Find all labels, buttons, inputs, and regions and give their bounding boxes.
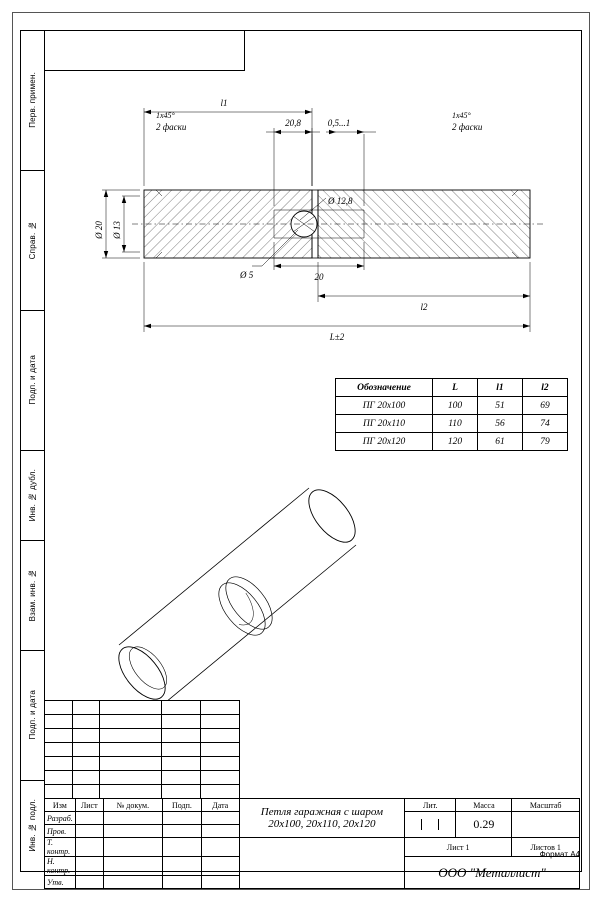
spec-r2-c1: 120: [433, 433, 478, 451]
part-name-line2: 20х100, 20х110, 20х120: [268, 818, 376, 830]
tb-role-0: Разраб.: [45, 812, 76, 825]
tb-blank-mid: [239, 838, 404, 889]
tb-podp-0: [163, 812, 202, 825]
tb-blank: [200, 701, 239, 715]
tb-sign-3: [75, 857, 103, 876]
tb-blank: [100, 743, 162, 757]
tb-blank: [45, 715, 73, 729]
table-row: [336, 397, 568, 415]
tb-blank: [100, 715, 162, 729]
margin-cell-6: [20, 780, 44, 870]
company-name: ООО "Металлист": [405, 857, 580, 889]
tb-spacer: [239, 701, 580, 799]
tb-date-0: [201, 812, 239, 825]
spec-r0-c0: ПГ 20х100: [336, 397, 433, 415]
tb-sign-2: [75, 838, 103, 857]
tb-blank: [72, 771, 100, 785]
tb-blank: [200, 715, 239, 729]
tb-blank: [45, 701, 73, 715]
tb-podp-3: [163, 857, 202, 876]
tb-lit-label: Лит.: [405, 799, 456, 812]
tb-podp-1: [163, 825, 202, 838]
tb-blank: [72, 785, 100, 799]
tb-blank: [200, 757, 239, 771]
tb-sheets-label: Листов 1: [512, 838, 580, 857]
tb-blank: [200, 729, 239, 743]
title-block: [44, 700, 580, 887]
margin-label-0: Перв. примен.: [27, 72, 37, 128]
spec-r0-c2: 51: [478, 397, 523, 415]
tb-doc-3: [103, 857, 162, 876]
margin-cell-0: [20, 30, 44, 171]
margin-label-6: Инв. № подл.: [27, 798, 37, 852]
margin-cell-3: [20, 450, 44, 541]
tb-blank: [161, 729, 200, 743]
spec-header-1: L: [433, 379, 478, 397]
margin-cell-1: [20, 170, 44, 311]
tb-blank: [100, 729, 162, 743]
dim-20-8: 20,8: [285, 118, 301, 128]
tb-col-docnum: № докум.: [103, 799, 162, 812]
tb-blank: [100, 771, 162, 785]
spec-r1-c1: 110: [433, 415, 478, 433]
spec-table-header-row: [336, 379, 568, 397]
tb-blank: [45, 729, 73, 743]
title-block-main: [44, 798, 580, 889]
tb-blank: [200, 771, 239, 785]
spec-header-0: Обозначение: [336, 379, 433, 397]
top-stub-box: [44, 30, 245, 71]
tb-col-data: Дата: [201, 799, 239, 812]
spec-r1-c0: ПГ 20х110: [336, 415, 433, 433]
tb-sheet-label: Лист 1: [405, 838, 512, 857]
tb-role-3: Н. контр.: [45, 857, 76, 876]
tb-blank: [200, 743, 239, 757]
spec-r1-c3: 74: [523, 415, 568, 433]
dim-d5: Ø 5: [240, 270, 254, 280]
isometric-view: [110, 482, 364, 700]
margin-label-3: Инв. № дубл.: [27, 468, 37, 522]
tb-role-4: Утв.: [45, 876, 76, 889]
spec-r2-c0: ПГ 20х120: [336, 433, 433, 451]
spec-r2-c2: 61: [478, 433, 523, 451]
tb-date-4: [201, 876, 239, 889]
tb-date-2: [201, 838, 239, 857]
tb-date-1: [201, 825, 239, 838]
spec-r1-c2: 56: [478, 415, 523, 433]
format-label: Формат А4: [539, 850, 580, 859]
tb-blank: [100, 701, 162, 715]
tb-blank: [72, 701, 100, 715]
spec-header-3: l2: [523, 379, 568, 397]
tb-massa-label: Масса: [456, 799, 512, 812]
tb-blank: [200, 785, 239, 799]
table-row: [336, 433, 568, 451]
tb-sign-4: [75, 876, 103, 889]
tb-doc-1: [103, 825, 162, 838]
margin-cell-5: [20, 650, 44, 781]
dim-chamfer-left-angle: 1x45°: [156, 111, 175, 120]
tb-date-3: [201, 857, 239, 876]
tb-doc-4: [103, 876, 162, 889]
dim-l1: l1: [220, 98, 228, 108]
tb-blank: [161, 757, 200, 771]
tb-blank: [45, 771, 73, 785]
tb-blank: [72, 715, 100, 729]
tb-blank: [45, 785, 73, 799]
tb-masshtab-value: [512, 812, 580, 838]
part-name-line1: Петля гаражная с шаром: [260, 806, 383, 818]
tb-blank: [45, 757, 73, 771]
margin-label-5: Подп. и дата: [27, 690, 37, 740]
spec-r0-c3: 69: [523, 397, 568, 415]
tb-blank: [161, 715, 200, 729]
tb-blank: [100, 785, 162, 799]
note-chamfer-left: 2 фаски: [156, 122, 187, 132]
tb-blank: [45, 743, 73, 757]
table-row: [336, 415, 568, 433]
tb-podp-2: [163, 838, 202, 857]
note-chamfer-right: 2 фаски: [452, 122, 483, 132]
tb-doc-0: [103, 812, 162, 825]
tb-blank: [72, 743, 100, 757]
tb-blank: [161, 785, 200, 799]
tb-role-2: Т. контр.: [45, 838, 76, 857]
tb-sign-0: [75, 812, 103, 825]
tb-blank: [100, 757, 162, 771]
dim-20: 20: [314, 272, 324, 282]
dim-chamfer-right-angle: 1x45°: [452, 111, 471, 120]
margin-label-2: Подп. и дата: [27, 355, 37, 405]
tb-col-izm: Изм: [45, 799, 76, 812]
dim-gap: 0,5...1: [327, 118, 351, 128]
dim-d12-8: Ø 12,8: [328, 196, 353, 206]
tb-lit-2: [422, 819, 439, 830]
tb-lit-1: [405, 819, 422, 830]
tb-podp-4: [163, 876, 202, 889]
margin-cell-4: [20, 540, 44, 651]
tb-col-list: Лист: [75, 799, 103, 812]
tb-blank: [161, 743, 200, 757]
tb-col-podp: Подп.: [163, 799, 202, 812]
margin-label-1: Справ. №: [27, 220, 37, 260]
tb-lit-3: [439, 819, 456, 830]
tb-blank: [161, 701, 200, 715]
dim-total-length: L±2: [329, 332, 345, 342]
margin-label-4: Взам. инв. №: [27, 568, 37, 622]
tb-massa-value: 0.29: [456, 812, 512, 838]
tb-doc-2: [103, 838, 162, 857]
dim-d20: Ø 20: [94, 221, 104, 239]
spec-table: [335, 378, 568, 451]
tb-blank: [161, 771, 200, 785]
spec-r2-c3: 79: [523, 433, 568, 451]
dim-d13: Ø 13: [112, 221, 122, 239]
tb-masshtab-label: Масштаб: [512, 799, 580, 812]
spec-r0-c1: 100: [433, 397, 478, 415]
left-margin-column: [20, 30, 45, 870]
tb-blank: [72, 757, 100, 771]
spec-header-2: l1: [478, 379, 523, 397]
margin-cell-2: [20, 310, 44, 451]
dim-l2: l2: [420, 302, 428, 312]
tb-role-1: Пров.: [45, 825, 76, 838]
title-block-table: [44, 700, 580, 799]
tb-blank: [72, 729, 100, 743]
tb-sign-1: [75, 825, 103, 838]
